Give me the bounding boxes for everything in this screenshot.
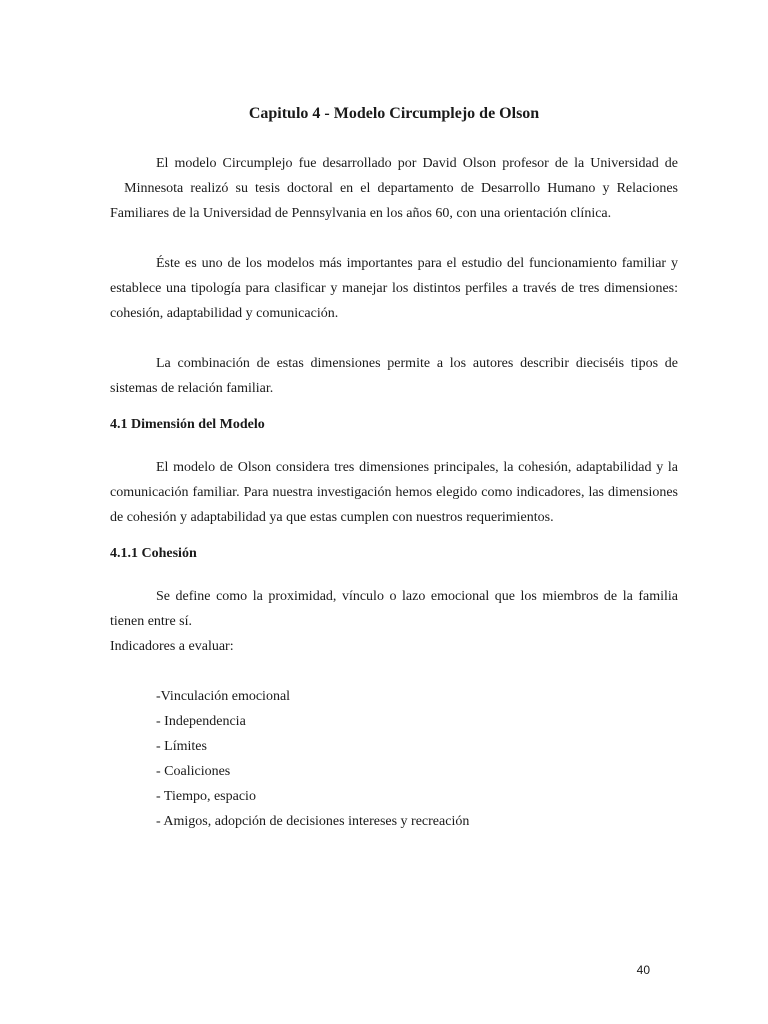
chapter-title: Capitulo 4 - Modelo Circumplejo de Olson bbox=[248, 105, 540, 122]
intro-paragraph-3: La combinación de estas dimensiones permite a los autores describir dieciséis tipos de sistemas de relación familiar. bbox=[110, 356, 678, 396]
section-heading-dimension: 4.1 Dimensión del Modelo bbox=[110, 417, 265, 432]
page-number: 40 bbox=[636, 963, 650, 977]
page-content bbox=[110, 103, 678, 834]
list-item: - Coaliciones bbox=[156, 764, 231, 779]
intro-paragraph-2: Éste es uno de los modelos más importantes para el estudio del funcionamiento familiar y establece una tipología para clasificar y manejar los distintos perfiles a través de tres dimensiones: cohesión, adaptabilidad y comunicación. bbox=[110, 256, 678, 321]
section-paragraph-cohesion: Se define como la proximidad, vínculo o lazo emocional que los miembros de la familia tienen entre sí. bbox=[110, 589, 678, 629]
section-paragraph-dimension: El modelo de Olson considera tres dimensiones principales, la cohesión, adaptabilidad y la comunicación familiar. Para nuestra investigación hemos elegido como indicadores, las dimensiones de cohesión y adaptabilidad ya que estas cumplen con nuestros requerimientos. bbox=[110, 460, 678, 525]
list-item: - Independencia bbox=[156, 714, 246, 729]
list-item: - Tiempo, espacio bbox=[156, 789, 256, 804]
indicators-list bbox=[110, 684, 678, 834]
indicators-label: Indicadores a evaluar: bbox=[110, 639, 234, 654]
list-item: -Vinculación emocional bbox=[156, 689, 291, 704]
section-heading-cohesion: 4.1.1 Cohesión bbox=[110, 546, 197, 561]
list-item: - Límites bbox=[156, 739, 207, 754]
intro-paragraph-1: El modelo Circumplejo fue desarrollado por David Olson profesor de la Universidad de Minnesota realizó su tesis doctoral en el departamento de Desarrollo Humano y Relaciones Familiares de la Universidad de Pennsylvania en los años 60, con una orientación clínica. bbox=[110, 156, 678, 221]
list-item: - Amigos, adopción de decisiones intereses y recreación bbox=[156, 814, 470, 829]
